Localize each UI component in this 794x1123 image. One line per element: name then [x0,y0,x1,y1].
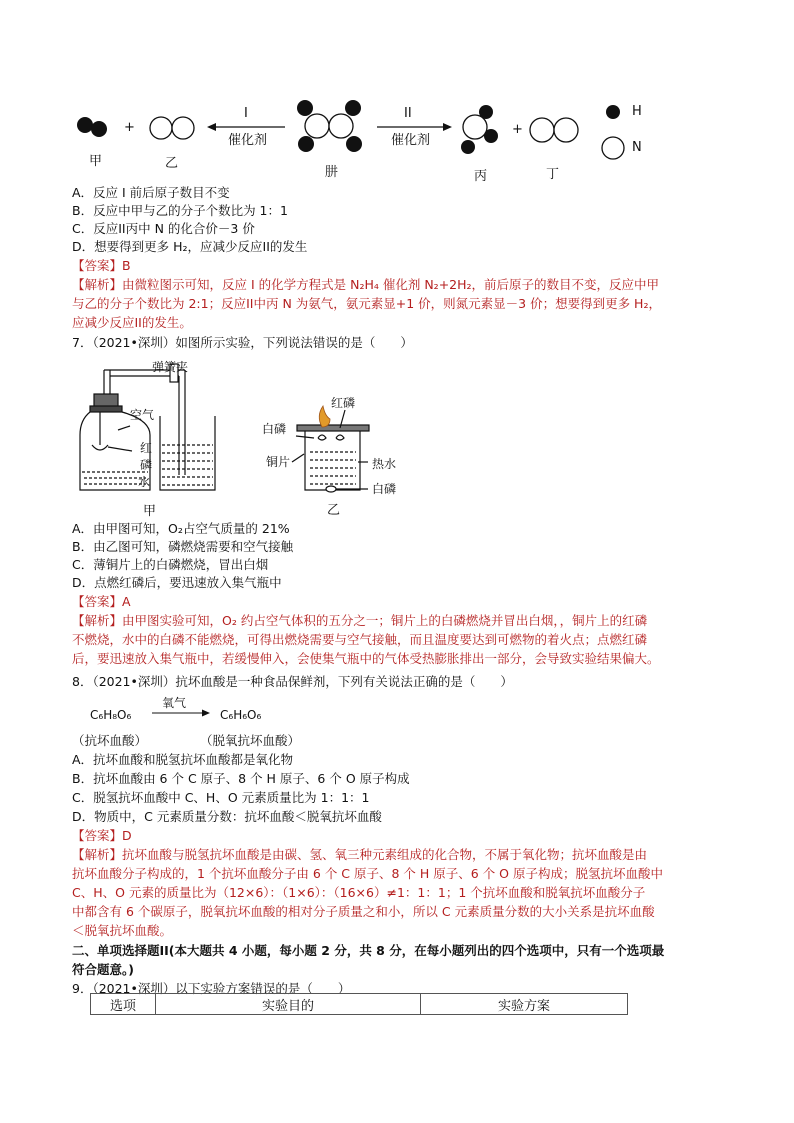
molecule-bing [461,105,498,154]
q6-option-a: A．反应 I 前后原子数目不变 [72,185,230,200]
label-bing: 丙 [474,169,488,184]
q8-reaction-arrow [150,708,212,718]
q8-analysis-line1: 【解析】抗坏血酸与脱氢抗坏血酸是由碳、氢、氧三种元素组成的化合物，不属于氧化物；抗坏血酸是由 [72,847,648,862]
label-jia: 甲 [89,154,103,169]
q8-reactant: C₆H₈O₆ [90,708,132,722]
molecule-ding [530,118,578,142]
table-header-scheme: 实验方案 [421,994,628,1015]
label-red-phosphorus-1: 红 [140,441,153,455]
q7-option-b: B．由乙图可知，磷燃烧需要和空气接触 [72,539,294,554]
molecule-hydrazine [297,100,362,152]
label-hydrazine: 肼 [325,165,339,180]
q8-option-d: D．物质中，C 元素质量分数：抗坏血酸＜脱氧抗坏血酸 [72,809,382,824]
q8-answer: 【答案】D [72,828,132,843]
molecule-reaction-diagram [0,0,794,190]
apparatus-yi [292,410,369,492]
q7-apparatus-figure [0,350,794,520]
label-air: 空气 [130,408,155,422]
label-copper-plate: 铜片 [266,455,291,469]
q6-analysis-line3: 应减少反应II的发生。 [72,315,192,330]
arrow2-catalyst: 催化剂 [391,133,431,148]
q8-analysis-line5: ＜脱氧抗坏血酸。 [72,923,173,938]
plus-sign-1: + [124,120,135,135]
q8-option-b: B．抗坏血酸由 6 个 C 原子、8 个 H 原子、6 个 O 原子构成 [72,771,410,786]
flame-icon [319,406,330,427]
label-water: 水 [138,475,151,489]
legend-n-label: N [632,140,642,155]
plus-sign-2: + [512,122,523,137]
label-hot-water: 热水 [372,457,397,471]
q8-analysis-line4: 中都含有 6 个碳原子，脱氧抗坏血酸的相对分子质量之和小，所以 C 元素质量分数的大小关系是抗坏血酸 [72,904,655,919]
label-spring-clip: 弹簧夹 [152,360,189,374]
label-white-phosphorus-bottom: 白磷 [372,482,397,496]
q7-option-c: C．薄铜片上的白磷燃烧，冒出白烟 [72,557,269,572]
q6-answer: 【答案】B [72,258,131,273]
q8-analysis-line3: C、H、O 元素的质量比为（12×6）：（1×6）：（16×6）≠1：1：1；1 个抗坏血酸和脱氧抗坏血酸分子 [72,885,646,900]
arrow1-roman: I [244,106,248,121]
q9-options-table [90,993,628,1015]
section-2-heading-line2: 符合题意。) [72,962,134,977]
q7-stem: 7．（2021•深圳）如图所示实验，下列说法错误的是（ ） [72,335,413,350]
label-yi: 乙 [165,156,179,171]
q6-option-c: C．反应II丙中 N 的化合价－3 价 [72,221,255,236]
label-red-phosphorus-2: 磷 [140,458,153,472]
label-white-phosphorus-top: 白磷 [262,422,287,436]
q8-product-name: （脱氧抗坏血酸） [200,733,301,748]
label-ding: 丁 [546,167,560,182]
q7-answer: 【答案】A [72,594,131,609]
q7-analysis-line1: 【解析】由甲图实验可知，O₂ 约占空气体积的五分之一；铜片上的白磷燃烧并冒出白烟，，铜片上的红磷 [72,613,648,628]
legend-h-label: H [632,104,642,119]
q9-stem: 9．（2021•深圳）以下实验方案错误的是（ ） [72,981,351,996]
q8-stem: 8．（2021•深圳）抗坏血酸是一种食品保鲜剂，下列有关说法正确的是（ ） [72,674,513,689]
q8-product: C₆H₆O₆ [220,708,262,722]
legend-hydrogen-atom [606,105,620,119]
table-header-option: 选项 [91,994,156,1015]
q7-analysis-line3: 后，要迅速放入集气瓶中，若缓慢伸入，会使集气瓶中的气体受热膨胀排出一部分，会导致实验结果偏大。 [72,651,660,666]
q6-option-b: B．反应中甲与乙的分子个数比为 1：1 [72,203,288,218]
legend-nitrogen-atom [602,137,624,159]
table-header-row [91,994,628,1015]
q8-analysis-line2: 抗坏血酸分子构成的，1 个抗坏血酸分子由 6 个 C 原子、8 个 H 原子、6 个 O 原子构成；脱氢抗坏血酸中 [72,866,663,881]
q6-analysis-line2: 与乙的分子个数比为 2:1；反应II中丙 N 为氨气，氨元素显+1 价，则氮元素显－3 价；想要得到更多 H₂， [72,296,661,311]
molecule-jia [77,117,107,137]
arrow2-roman: II [404,106,412,121]
q8-option-a: A．抗坏血酸和脱氢抗坏血酸都是氧化物 [72,752,294,767]
table-header-purpose: 实验目的 [156,994,421,1015]
q8-option-c: C．脱氢抗坏血酸中 C、H、O 元素质量比为 1：1：1 [72,790,370,805]
q8-reactant-name: （抗坏血酸） [72,733,148,748]
q8-condition: 氧气 [162,696,187,710]
label-figure-jia: 甲 [143,504,157,519]
arrow1-catalyst: 催化剂 [228,133,268,148]
section-2-heading-line1: 二、单项选择题II(本大题共 4 小题，每小题 2 分，共 8 分，在每小题列出的四个选项中，只有一个选项最 [72,943,665,958]
q6-option-d: D．想要得到更多 H₂，应减少反应II的发生 [72,239,308,254]
q7-analysis-line2: 不燃烧，水中的白磷不能燃烧，可得出燃烧需要与空气接触，而且温度要达到可燃物的着火点；点燃红磷 [72,632,648,647]
q7-option-a: A．由甲图可知，O₂占空气质量的 21% [72,521,290,536]
molecule-yi [150,117,194,139]
label-figure-yi: 乙 [327,503,341,518]
label-red-phosphorus: 红磷 [331,396,356,410]
q7-option-d: D．点燃红磷后，要迅速放入集气瓶中 [72,575,282,590]
q6-analysis-line1: 【解析】由微粒图示可知，反应 I 的化学方程式是 N₂H₄ 催化剂 N₂+2H₂，前后原子的数目不变，反应中甲 [72,277,660,292]
